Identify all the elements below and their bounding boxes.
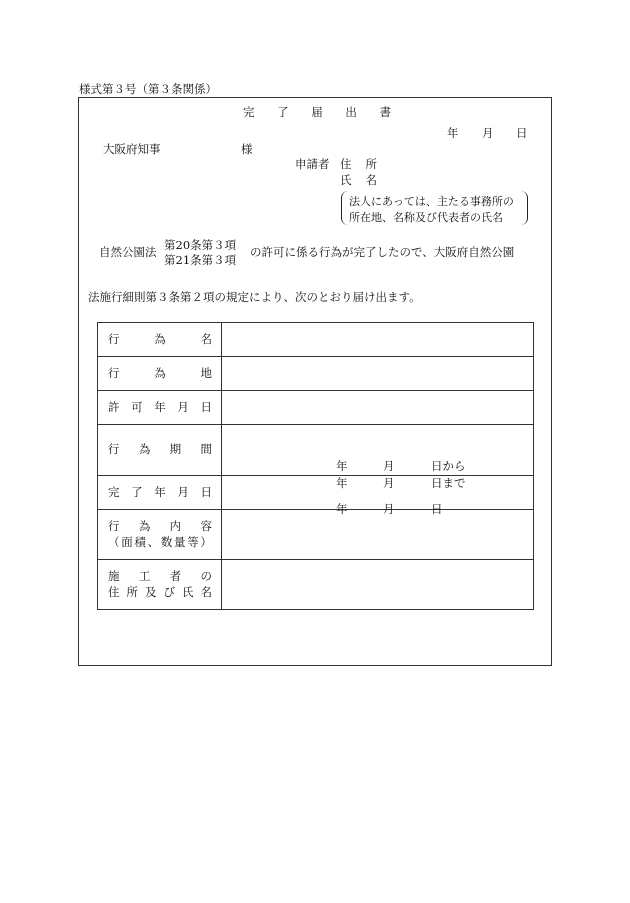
body-text-line1: の許可に係る行為が完了したので、大阪府自然公園 [250,245,515,259]
details-table [97,322,534,610]
completion-day: 日 [431,501,443,516]
period-to-day: 日まで [431,476,466,490]
title-char: 書 [379,105,391,119]
act-period-label: 行 為 期 間 [98,425,222,476]
article-21: 第21条第３項 [164,253,237,267]
date-day: 日 [516,126,528,140]
form-title [243,107,391,119]
date-year: 年 [447,126,459,140]
contractor-field[interactable] [222,560,534,610]
period-from-day: 日から [431,459,466,473]
period-from-year: 年 [336,459,348,473]
title-char: 了 [277,105,289,119]
title-char: 完 [243,105,255,119]
table-row [98,510,534,560]
permit-date-field[interactable] [222,391,534,425]
act-content-label: 行 為 内 容 （ 面 積 、 数 量 等 ） [98,510,222,560]
table-row [98,560,534,610]
permit-date-label: 許 可 年 月 日 [98,391,222,425]
act-place-field[interactable] [222,357,534,391]
completion-date-field[interactable] [222,476,534,516]
period-to-month: 月 [383,476,395,490]
table-row [98,425,534,476]
act-name-field[interactable] [222,323,534,357]
act-content-field[interactable] [222,510,534,560]
table-row [98,357,534,391]
completion-date-label: 完 了 年 月 日 [98,476,222,510]
corporate-note-line2: 所在地、名称及び代表者の氏名 [349,211,503,224]
completion-year: 年 [336,501,348,516]
name-label: 氏 名 [340,173,377,187]
table-row [98,391,534,425]
table-row [98,476,534,510]
article-20: 第20条第３項 [164,238,237,252]
title-char: 出 [345,105,357,119]
title-char: 届 [311,105,323,119]
contractor-label: 施 工 者 の 住 所 及 び 氏 名 [98,560,222,610]
table-row [98,323,534,357]
address-label: 住 所 [340,157,377,171]
form-number: 様式第３号（第３条関係） [79,82,217,96]
period-from-month: 月 [383,459,395,473]
period-to-year: 年 [336,476,348,490]
body-text-line2: 法施行細則第３条第２項の規定により、次のとおり届け出ます。 [88,290,421,304]
act-name-label: 行 為 名 [98,323,222,357]
honorific: 様 [241,142,253,156]
corporate-note-line1: 法人にあっては、主たる事務所の [349,195,514,208]
law-name: 自然公園法 [99,245,157,259]
addressee: 大阪府知事 [103,142,161,156]
date-month: 月 [482,126,494,140]
applicant-label: 申請者 [295,157,330,171]
act-place-label: 行 為 地 [98,357,222,391]
completion-month: 月 [383,501,395,516]
act-period-field[interactable] [222,425,534,490]
